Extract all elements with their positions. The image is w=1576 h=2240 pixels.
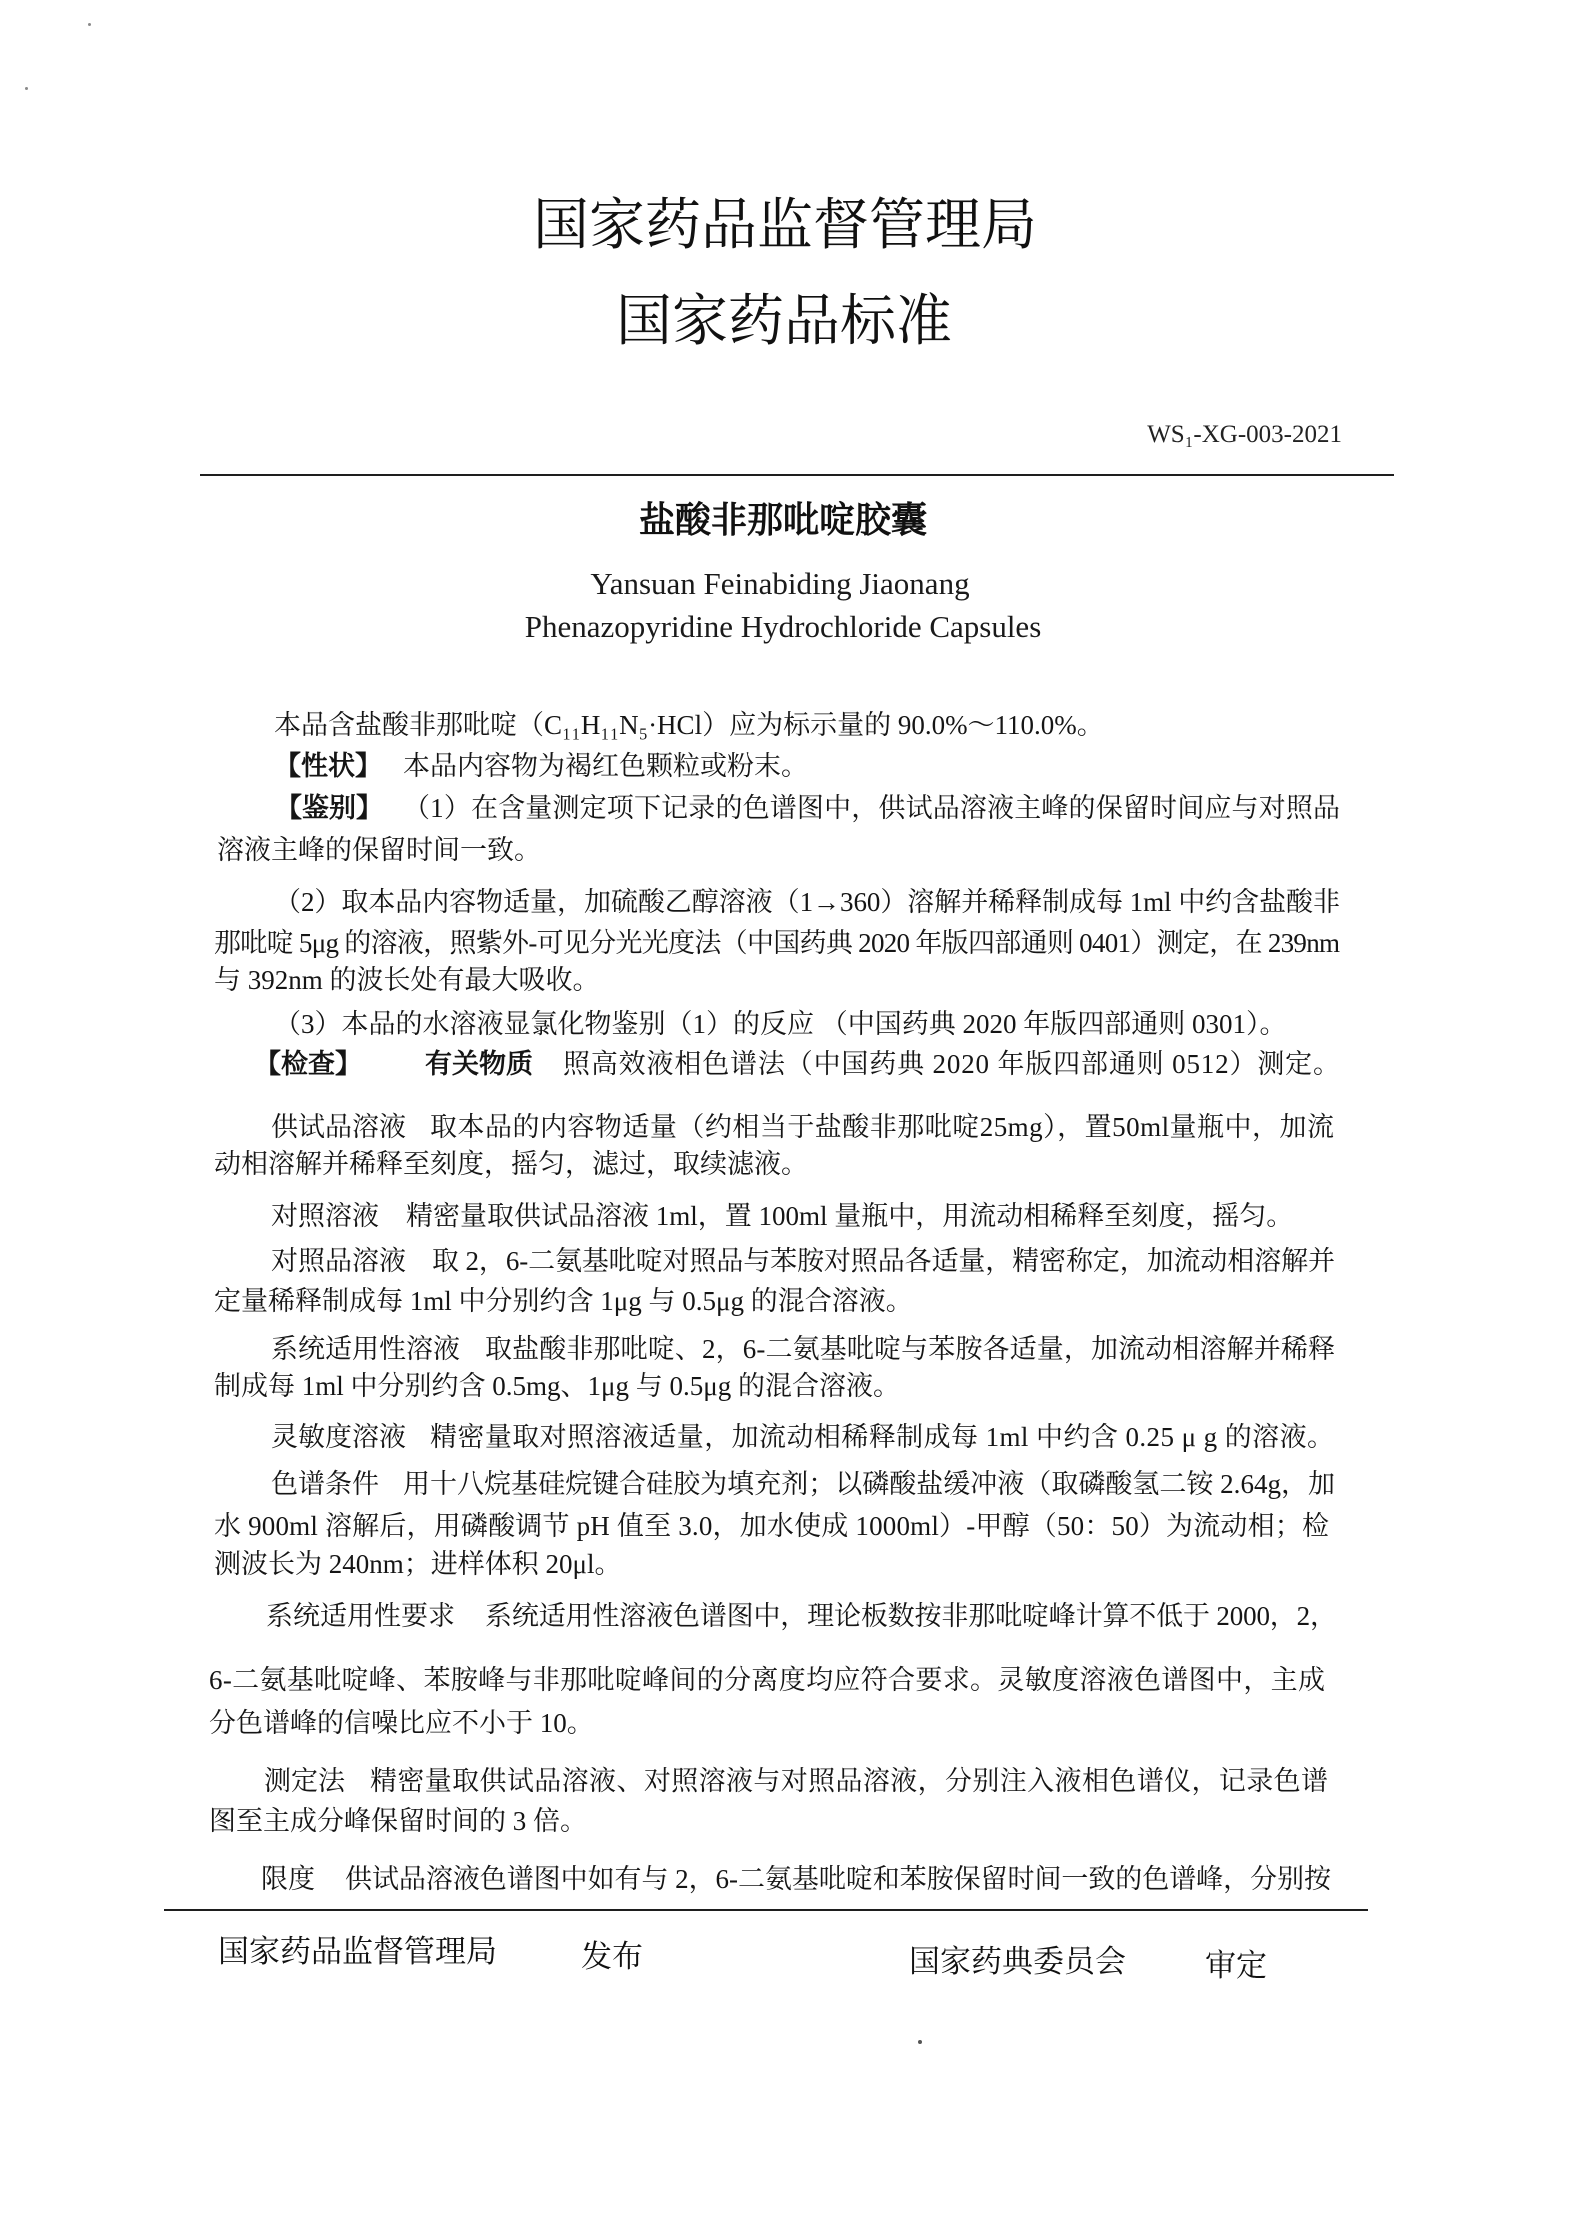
- body-line: [266, 1601, 1337, 1631]
- body-line: [214, 928, 1340, 958]
- section-heading-identification: 【鉴别】: [275, 793, 383, 823]
- body-line: [274, 1009, 1340, 1039]
- body-line: [209, 1665, 1325, 1695]
- line-text: 水 900ml 溶解后，用磷酸调节 pH 值至 3.0，加水使成 1000ml）-甲醇（50：50）为流动相；检: [214, 1511, 1330, 1541]
- line-text: 用十八烷基硅烷键合硅胶为填充剂；以磷酸盐缓冲液（取磷酸氢二铵 2.64g，加: [403, 1469, 1336, 1499]
- monograph-title-cn: 盐酸非那吡啶胶囊: [638, 499, 927, 540]
- agency-title: 国家药品监督管理局: [533, 193, 1037, 256]
- label-reference-solution: 对照溶液: [271, 1201, 379, 1231]
- body-line: [271, 1422, 1334, 1452]
- footer-review-label: 审定: [1205, 1948, 1267, 1983]
- body-line: [274, 751, 1340, 781]
- line-text: 取本品的内容物适量（约相当于盐酸非那吡啶25mg），置50ml量瓶中，加流: [430, 1112, 1335, 1142]
- line-text: 精密量取供试品溶液 1ml，置 100ml 量瓶中，用流动相稀释至刻度，摇匀。: [406, 1201, 1294, 1231]
- line-text: （1）在含量测定项下记录的色谱图中，供试品溶液主峰的保留时间应与对照品: [403, 793, 1341, 823]
- line-text: 精密量取对照溶液适量，加流动相稀释制成每 1ml 中约含 0.25 μ g 的溶液。: [430, 1422, 1335, 1452]
- footer-rule: [164, 1909, 1368, 1911]
- scan-speck: [25, 87, 28, 90]
- body-line: [214, 965, 1340, 995]
- description-text: 本品内容物为褐红色颗粒或粉末。: [403, 751, 808, 781]
- body-line: [271, 1112, 1334, 1142]
- line-text: 照高效液相色谱法（中国药典 2020 年版四部通则 0512）测定。: [563, 1049, 1341, 1079]
- body-line: [274, 887, 1340, 917]
- header-rule: [200, 474, 1394, 476]
- body-line: [214, 1371, 1335, 1401]
- body-line: [271, 1334, 1335, 1364]
- body-line: [264, 1766, 1328, 1796]
- standard-code: WS₁-XG-003-2021: [1147, 421, 1342, 448]
- label-chromatographic-conditions: 色谱条件: [271, 1469, 379, 1499]
- line-text: 取盐酸非那吡啶、2，6-二氨基吡啶与苯胺各适量，加流动相溶解并稀释: [485, 1334, 1336, 1364]
- line-text: 图至主成分峰保留时间的 3 倍。: [209, 1806, 587, 1836]
- standard-title: 国家药品标准: [616, 289, 952, 352]
- section-heading-tests: 【检查】: [254, 1049, 362, 1079]
- label-related-substances: 有关物质: [425, 1049, 533, 1079]
- footer-publish-label: 发布: [581, 1939, 643, 1974]
- scan-speck: [918, 2040, 922, 2044]
- body-line: [254, 1049, 1340, 1079]
- line-text: （2）取本品内容物适量，加硫酸乙醇溶液（1→360）溶解并稀释制成每 1ml 中约含盐酸非: [274, 887, 1340, 917]
- line-text: 测波长为 240nm；进样体积 20μl。: [214, 1549, 622, 1579]
- body-line: [271, 1246, 1335, 1276]
- footer-reviewer: 国家药典委员会: [909, 1944, 1126, 1979]
- line-text: 取 2，6-二氨基吡啶对照品与苯胺对照品各适量，精密称定，加流动相溶解并: [432, 1246, 1335, 1276]
- label-system-suitability-solution: 系统适用性溶液: [271, 1334, 460, 1364]
- body-line: [214, 1149, 1334, 1179]
- monograph-title-pinyin: Yansuan Feinabiding Jiaonang: [590, 566, 970, 601]
- label-reference-substance-solution: 对照品溶液: [271, 1246, 406, 1276]
- content-statement: 本品含盐酸非那吡啶（C₁₁H₁₁N₅·HCl）应为标示量的 90.0%～110.0%。: [274, 710, 1104, 740]
- body-line: [217, 835, 1340, 865]
- line-text: （3）本品的水溶液显氯化物鉴别（1）的反应 （中国药典 2020 年版四部通则 0301）。: [274, 1009, 1287, 1039]
- line-text: 供试品溶液色谱图中如有与 2，6-二氨基吡啶和苯胺保留时间一致的色谱峰，分别按: [345, 1864, 1331, 1894]
- body-line: [271, 1201, 1334, 1231]
- line-text: 制成每 1ml 中分别约含 0.5mg、1μg 与 0.5μg 的混合溶液。: [214, 1371, 900, 1401]
- line-text: 6-二氨基吡啶峰、苯胺峰与非那吡啶峰间的分离度均应符合要求。灵敏度溶液色谱图中，主成: [209, 1665, 1326, 1695]
- body-line: [214, 1286, 1335, 1316]
- line-text: 那吡啶 5μg 的溶液，照紫外-可见分光光度法（中国药典 2020 年版四部通则 0401）测定，在 239nm: [214, 928, 1340, 958]
- label-sensitivity-solution: 灵敏度溶液: [271, 1422, 406, 1452]
- monograph-title-en: Phenazopyridine Hydrochloride Capsules: [524, 609, 1042, 644]
- body-line: [275, 793, 1340, 823]
- line-text: 溶液主峰的保留时间一致。: [217, 835, 541, 865]
- label-system-suitability-requirements: 系统适用性要求: [266, 1601, 455, 1631]
- label-limit: 限度: [261, 1864, 315, 1894]
- body-line: [214, 1549, 1329, 1579]
- scan-speck: [88, 23, 91, 26]
- line-text: 精密量取供试品溶液、对照溶液与对照品溶液，分别注入液相色谱仪，记录色谱: [370, 1766, 1329, 1796]
- body-line: [209, 1708, 1325, 1738]
- label-test-solution: 供试品溶液: [271, 1112, 406, 1142]
- label-procedure: 测定法: [264, 1766, 345, 1796]
- line-text: 与 392nm 的波长处有最大吸收。: [214, 965, 600, 995]
- line-text: 动相溶解并稀释至刻度，摇匀，滤过，取续滤液。: [214, 1149, 808, 1179]
- line-text: 分色谱峰的信噪比应不小于 10。: [209, 1708, 594, 1738]
- body-line: [209, 1806, 1325, 1836]
- body-line: [274, 710, 1340, 740]
- body-line: [271, 1469, 1335, 1499]
- footer-publisher: 国家药品监督管理局: [218, 1934, 497, 1969]
- line-text: 系统适用性溶液色谱图中，理论板数按非那吡啶峰计算不低于 2000，2，: [485, 1601, 1337, 1631]
- section-heading-description: 【性状】: [274, 751, 382, 781]
- line-text: 定量稀释制成每 1ml 中分别约含 1μg 与 0.5μg 的混合溶液。: [214, 1286, 913, 1316]
- body-line: [214, 1511, 1329, 1541]
- body-line: [261, 1864, 1331, 1894]
